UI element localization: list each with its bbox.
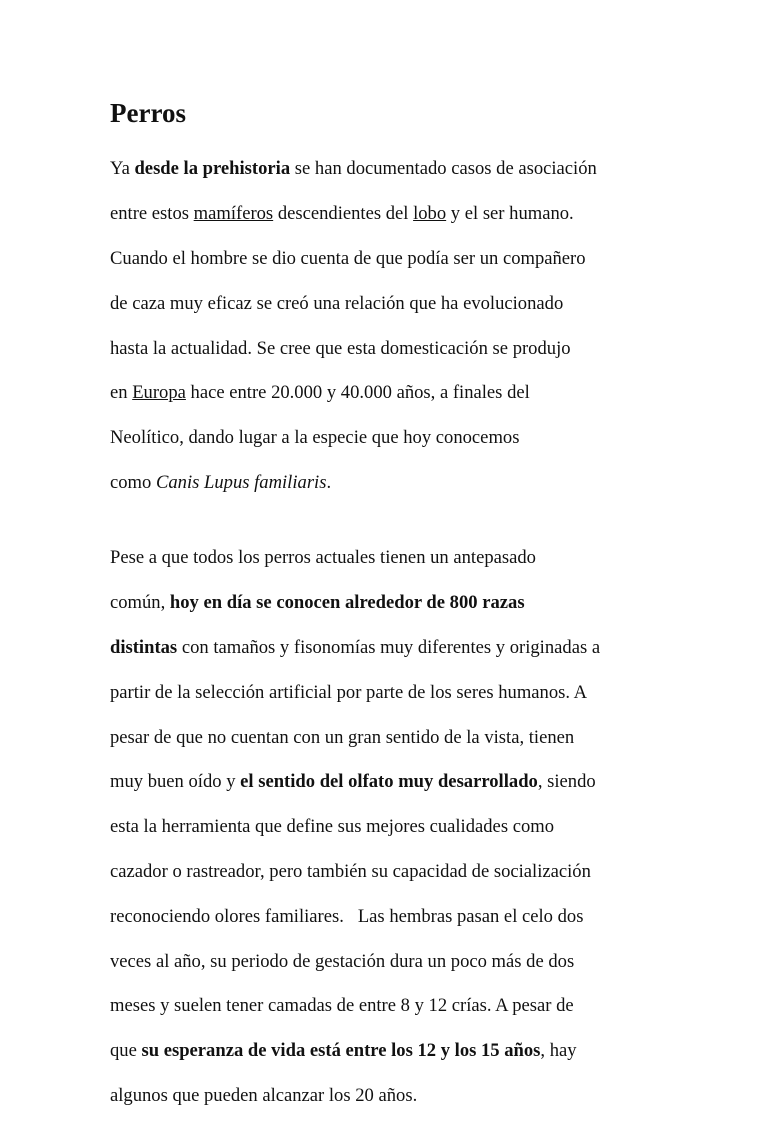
text-line: algunos que pueden alcanzar los 20 años. — [110, 1085, 418, 1107]
text-run: se han documentado casos de asociación — [290, 158, 597, 180]
text-run: , hay — [540, 1040, 577, 1062]
text-run: como — [110, 472, 156, 494]
bold-text: el sentido del olfato muy desarrollado — [240, 771, 538, 793]
text-run: en — [110, 382, 133, 404]
text-line: pesar de que no cuentan con un gran sentido de la vista, tienen — [110, 726, 575, 748]
text-line: veces al año, su periodo de gestación dura un poco más de dos — [110, 950, 575, 972]
text-line — [110, 203, 670, 225]
bold-text: desde la prehistoria — [134, 158, 291, 180]
text-run: . — [326, 472, 332, 494]
text-line: cazador o rastreador, pero también su capacidad de socialización — [110, 861, 591, 882]
text-run: , siendo — [537, 771, 596, 793]
text-run: descendientes del — [273, 203, 414, 225]
bold-text: hoy en día se conocen alrededor de 800 razas — [169, 592, 525, 614]
text-line: Pese a que todos los perros actuales tienen un antepasado — [110, 547, 536, 569]
text-line — [110, 592, 670, 614]
text-run: común, — [110, 592, 170, 614]
text-line: meses y suelen tener camadas de entre 8 y 12 crías. A pesar de — [110, 995, 574, 1017]
text-line: Neolítico, dando lugar a la especie que hoy conocemos — [110, 427, 520, 449]
text-run: hace entre 20.000 y 40.000 años, a finales del — [185, 382, 530, 404]
species-name: Canis Lupus familiaris — [155, 472, 327, 494]
text-line — [110, 637, 670, 659]
link-mamiferos[interactable]: mamíferos — [193, 203, 274, 225]
text-line — [110, 771, 670, 793]
paragraph-origin — [110, 136, 670, 517]
document-page — [110, 96, 670, 1138]
link-europa[interactable]: Europa — [132, 382, 186, 404]
text-line: reconociendo olores familiares. Las hembras pasan el celo dos — [110, 905, 584, 927]
text-line: de caza muy eficaz se creó una relación que ha evolucionado — [110, 292, 564, 314]
bold-text: su esperanza de vida está entre los 12 y los 15 años — [141, 1040, 541, 1062]
page-title: Perros — [110, 98, 186, 128]
bold-text: distintas — [110, 636, 178, 658]
text-line — [110, 1040, 670, 1062]
text-line: Cuando el hombre se dio cuenta de que podía ser un compañero — [110, 248, 586, 270]
text-line — [110, 158, 670, 180]
text-line — [110, 472, 670, 494]
text-run: entre estos — [110, 203, 194, 225]
text-run: muy buen oído y — [110, 771, 241, 793]
paragraph-breeds — [110, 525, 670, 1130]
text-line: hasta la actualidad. Se cree que esta domesticación se produjo — [110, 337, 571, 359]
text-line: partir de la selección artificial por parte de los seres humanos. A — [110, 681, 588, 703]
link-lobo[interactable]: lobo — [413, 203, 447, 225]
text-line — [110, 382, 670, 404]
text-line: esta la herramienta que define sus mejores cualidades como — [110, 816, 555, 838]
text-run: con tamaños y fisonomías muy diferentes y originadas a — [177, 636, 601, 658]
text-run: Ya — [110, 158, 135, 180]
text-run: que — [110, 1040, 142, 1062]
text-run: y el ser humano. — [446, 203, 574, 225]
